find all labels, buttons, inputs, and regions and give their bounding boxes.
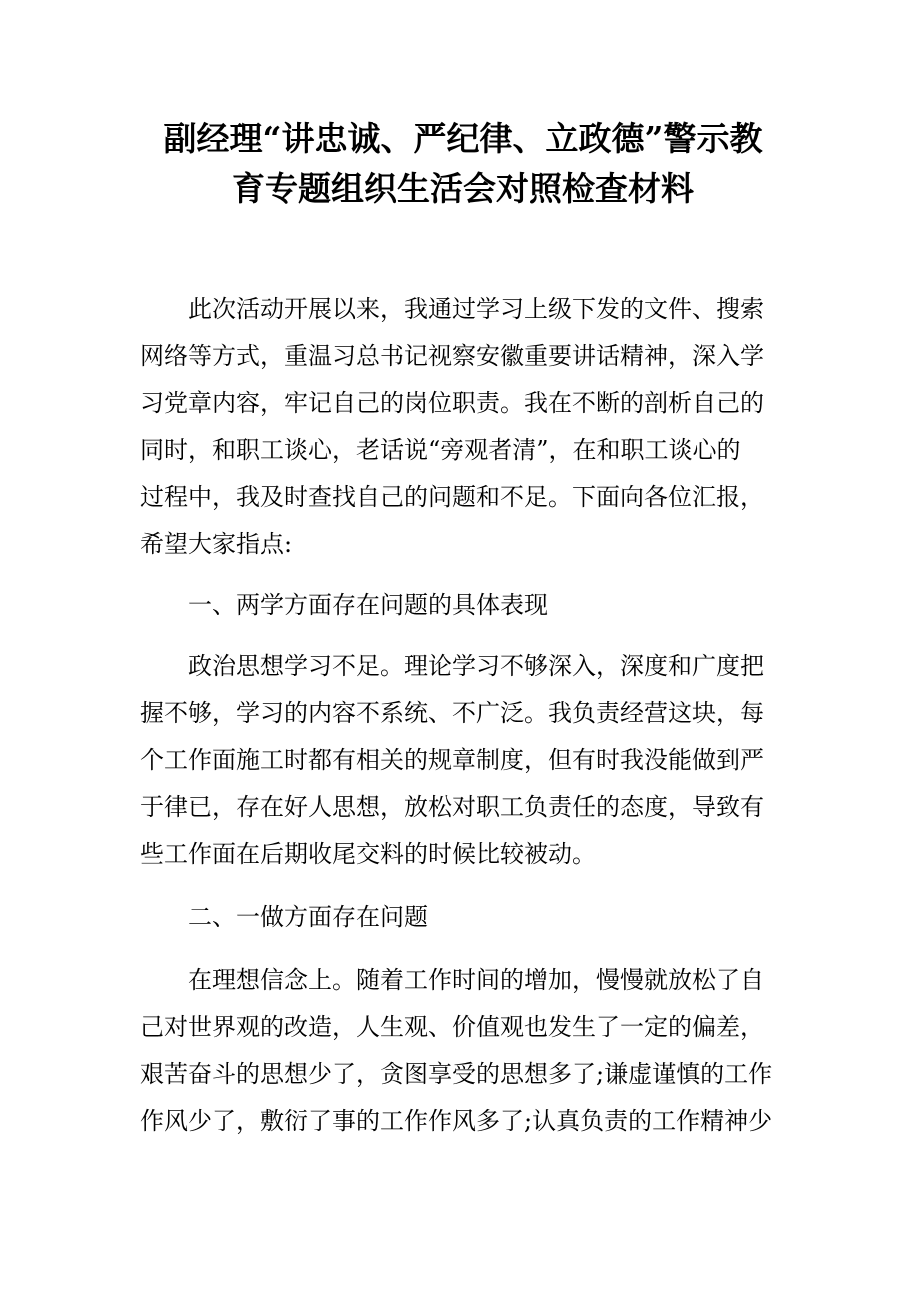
section-1-line-5: 些工作面在后期收尾交料的时候比较被动。 (140, 840, 596, 868)
intro-line-1: 此次活动开展以来，我通过学习上级下发的文件、搜索 (188, 295, 764, 323)
section-1-paragraph (140, 643, 782, 878)
intro-line-4: 同时，和职工谈心，老话说“旁观者清”，在和职工谈心的 (140, 436, 741, 464)
intro-line-2: 网络等方式，重温习总书记视察安徽重要讲话精神，深入学 (140, 342, 764, 370)
intro-line-5: 过程中，我及时查找自己的问题和不足。下面向各位汇报， (140, 483, 764, 511)
section-1-line-3: 个工作面施工时都有相关的规章制度，但有时我没能做到严 (140, 746, 764, 774)
intro-line-3: 习党章内容，牢记自己的岗位职责。我在不断的剖析自己的 (140, 389, 764, 417)
section-2-line-4: 作风少了，敷衍了事的工作作风多了;认真负责的工作精神少 (140, 1107, 773, 1135)
section-1-line-4: 于律已，存在好人思想，放松对职工负责任的态度，导致有 (140, 793, 764, 821)
title-line-2: 育专题组织生活会对照检查材料 (232, 169, 694, 208)
section-1-line-2: 握不够，学习的内容不系统、不广泛。我负责经营这块，每 (140, 699, 764, 727)
intro-paragraph (140, 286, 782, 568)
section-1-line-1: 政治思想学习不足。理论学习不够深入，深度和广度把 (188, 652, 764, 680)
section-2-line-1: 在理想信念上。随着工作时间的增加，慢慢就放松了自 (188, 966, 764, 994)
document-title (138, 114, 788, 214)
section-heading-1: 一、两学方面存在问题的具体表现 (188, 591, 548, 619)
title-line-1: 副经理“讲忠诚、严纪律、立政德”警示教 (163, 119, 763, 158)
section-heading-2: 二、一做方面存在问题 (188, 903, 428, 931)
section-2-line-2: 己对世界观的改造，人生观、价值观也发生了一定的偏差， (140, 1013, 764, 1041)
intro-line-6: 希望大家指点: (140, 530, 293, 558)
section-2-paragraph (140, 957, 782, 1145)
document-body (140, 286, 782, 1145)
section-2-line-3: 艰苦奋斗的思想少了，贪图享受的思想多了;谦虚谨慎的工作 (140, 1060, 773, 1088)
